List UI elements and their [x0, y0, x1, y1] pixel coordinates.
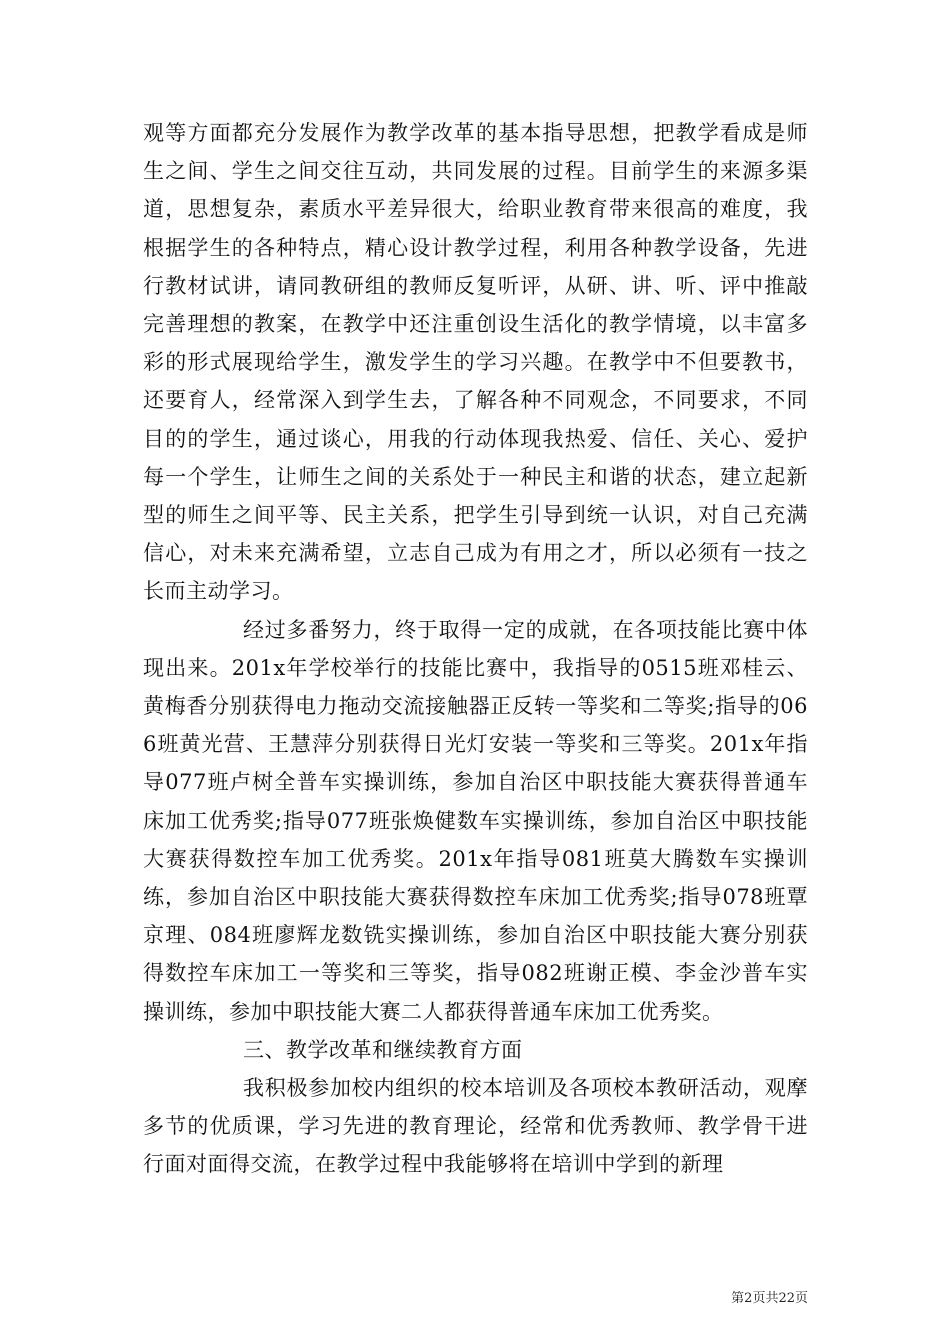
section-heading: 三、教学改革和继续教育方面 — [243, 1037, 523, 1062]
page-number-footer: 第2页共22页 — [731, 1291, 808, 1306]
document-body — [143, 114, 808, 1184]
paragraph-2: 经过多番努力，终于取得一定的成就，在各项技能比赛中体现出来。201x年学校举行的技能比赛中，我指导的0515班邓桂云、黄梅香分别获得电力拖动交流接触器正反转一等奖和二等奖;指导的066班黄光营、王慧萍分别获得日光灯安装一等奖和三等奖。201x年指导077班卢树全普车实操训练，参加自治区中职技能大赛获得普通车床加工优秀奖;指导077班张焕健数车实操训练，参加自治区中职技能大赛获得数控车加工优秀奖。201x年指导081班莫大腾数车实操训练，参加自治区中职技能大赛获得数控车床加工优秀奖;指导078班覃京理、084班廖辉龙数铣实操训练，参加自治区中职技能大赛分别获得数控车床加工一等奖和三等奖，指导082班谢正模、李金沙普车实操训练，参加中职技能大赛二人都获得普通车床加工优秀奖。 — [143, 617, 808, 1024]
paragraph-3: 我积极参加校内组织的校本培训及各项校本教研活动，观摩多节的优质课，学习先进的教育理论，经常和优秀教师、教学骨干进行面对面得交流，在教学过程中我能够将在培训中学到的新理 — [143, 1076, 808, 1177]
paragraph-1: 观等方面都充分发展作为教学改革的基本指导思想，把教学看成是师生之间、学生之间交往互动，共同发展的过程。目前学生的来源多渠道，思想复杂，素质水平差异很大，给职业教育带来很高的难度，我根据学生的各种特点，精心设计教学过程，利用各种教学设备，先进行教材试讲，请同教研组的教师反复听评，从研、讲、听、评中推敲完善理想的教案，在教学中还注重创设生活化的教学情境，以丰富多彩的形式展现给学生，激发学生的学习兴趣。在教学中不但要教书，还要育人，经常深入到学生去，了解各种不同观念，不同要求，不同目的的学生，通过谈心，用我的行动体现我热爱、信任、关心、爱护每一个学生，让师生之间的关系处于一种民主和谐的状态，建立起新型的师生之间平等、民主关系，把学生引导到统一认识，对自己充满信心，对未来充满希望，立志自己成为有用之才，所以必须有一技之长而主动学习。 — [143, 121, 808, 604]
